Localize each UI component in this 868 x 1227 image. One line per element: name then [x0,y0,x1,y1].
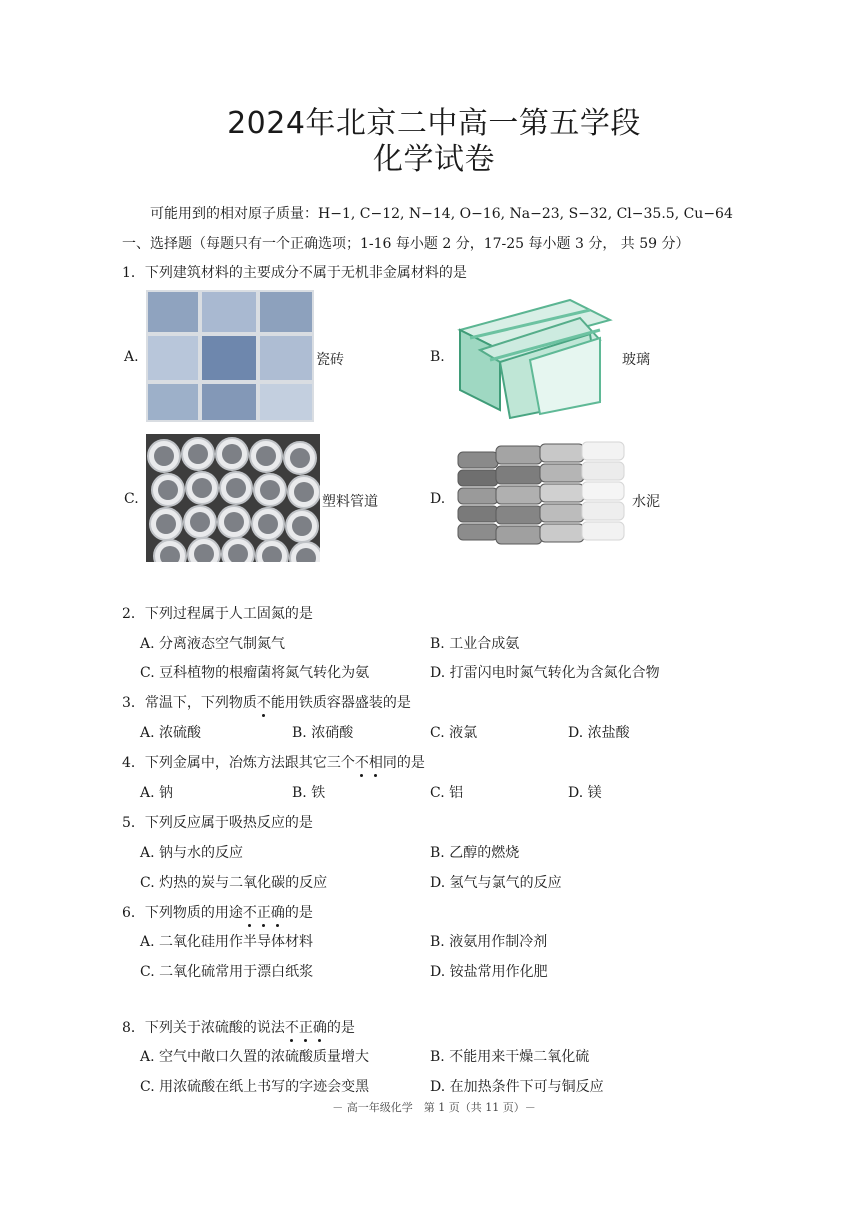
cement-bags-image [452,436,628,556]
q5-option-b: B. 乙醇的燃烧 [430,845,520,861]
q1-stem: 1．下列建筑材料的主要成分不属于无机非金属材料的是 [122,265,467,281]
q8-option-c: C. 用浓硫酸在纸上书写的字迹会变黑 [140,1079,370,1095]
q8-emphasis-1: 不 [284,1020,299,1036]
q6-emphasis-3: 确 [270,905,285,921]
q1-option-c-letter: C. [124,491,139,507]
ceramic-tile-image [146,290,314,422]
exam-title: 2024年北京二中高一第五学段 [227,106,641,141]
q5-option-a: A. 钠与水的反应 [140,845,244,861]
q1-option-a-letter: A. [124,349,139,365]
section-1-header: 一、选择题（每题只有一个正确选项；1-16 每小题 2 分，17-25 每小题 3 分， 共 59 分） [122,236,690,252]
q3-emphasis-1: 不 [256,695,271,711]
q3-option-b: B. 浓硝酸 [292,725,354,741]
q8-stem-post: 的是 [326,1020,355,1036]
q2-option-d: D. 打雷闪电时氮气转化为含氮化合物 [430,665,660,681]
q8-stem [122,1017,355,1037]
q8-option-b: B. 不能用来干燥二氧化硫 [430,1049,590,1065]
q3-stem-pre: 3．常温下，下列物质 [122,695,257,711]
q3-option-d: D. 浓盐酸 [568,725,630,741]
q8-option-d: D. 在加热条件下可与铜反应 [430,1079,604,1095]
q4-emphasis-2: 相 [368,755,383,771]
q4-stem [122,752,425,772]
q6-option-a: A. 二氧化硅用作半导体材料 [140,934,314,950]
q3-stem-post: 能用铁质容器盛装的是 [270,695,411,711]
q1-option-c-label: 塑料管道 [322,494,378,510]
atomic-masses: 可能用到的相对原子质量：H−1, C−12, N−14, O−16, Na−23, S−32, Cl−35.5, Cu−64 [150,206,733,222]
q6-emphasis-2: 正 [256,905,271,921]
q8-emphasis-3: 确 [312,1020,327,1036]
q2-stem: 2．下列过程属于人工固氮的是 [122,606,313,622]
q5-stem: 5．下列反应属于吸热反应的是 [122,815,313,831]
q4-option-d: D. 镁 [568,785,602,801]
q6-option-b: B. 液氨用作制冷剂 [430,934,548,950]
q4-stem-pre: 4．下列金属中，冶炼方法跟其它三个 [122,755,355,771]
page-footer: － 高一年级化学 第 1 页（共 11 页）－ [332,1101,536,1114]
q2-option-a: A. 分离液态空气制氮气 [140,636,286,652]
q4-option-b: B. 铁 [292,785,326,801]
q6-stem-pre: 6．下列物质的用途 [122,905,243,921]
q4-option-a: A. 钠 [140,785,174,801]
plastic-pipes-image [146,434,320,562]
q1-option-b-letter: B. [430,349,445,365]
glass-panes-image [450,290,620,422]
q1-option-b-label: 玻璃 [622,352,650,368]
q4-emphasis-1: 不 [354,755,369,771]
q2-option-b: B. 工业合成氨 [430,636,520,652]
q6-option-c: C. 二氧化硫常用于漂白纸浆 [140,964,314,980]
q8-option-a: A. 空气中敞口久置的浓硫酸质量增大 [140,1049,370,1065]
q4-stem-post: 同的是 [382,755,425,771]
exam-subtitle: 化学试卷 [373,142,495,177]
q4-option-c: C. 铝 [430,785,464,801]
q6-emphasis-1: 不 [242,905,257,921]
q8-stem-pre: 8．下列关于浓硫酸的说法 [122,1020,285,1036]
q2-option-c: C. 豆科植物的根瘤菌将氮气转化为氨 [140,665,370,681]
q1-option-d-label: 水泥 [632,494,660,510]
q5-option-c: C. 灼热的炭与二氧化碳的反应 [140,875,328,891]
q8-emphasis-2: 正 [298,1020,313,1036]
q1-option-a-label: 瓷砖 [316,352,344,368]
q6-option-d: D. 铵盐常用作化肥 [430,964,548,980]
q3-stem [122,692,411,712]
q3-option-a: A. 浓硫酸 [140,725,202,741]
q6-stem-post: 的是 [284,905,313,921]
q6-stem [122,902,313,922]
q3-option-c: C. 液氯 [430,725,478,741]
q1-option-d-letter: D. [430,491,446,507]
q5-option-d: D. 氢气与氯气的反应 [430,875,562,891]
